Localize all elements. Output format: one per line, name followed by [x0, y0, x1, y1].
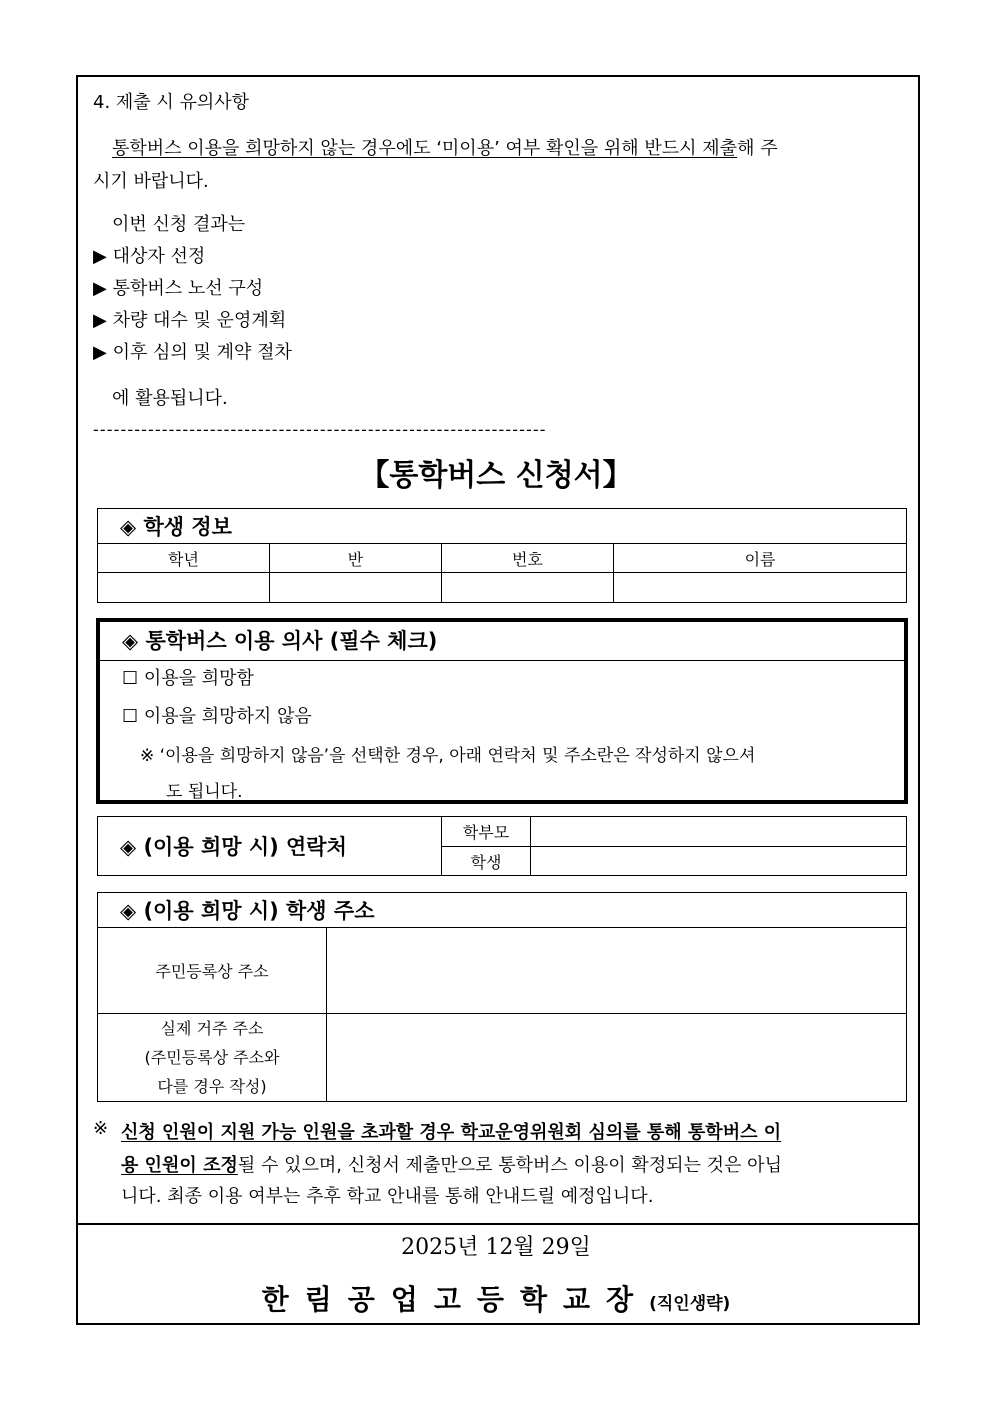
- result-intro: 이번 신청 결과는: [112, 214, 246, 235]
- actual-address-field[interactable]: [327, 1014, 907, 1102]
- footnote-underlined-1: 신청 인원이 지원 가능 인원을 초과할 경우 학교운영위원회 심의를 통해 통학버스 이: [121, 1122, 782, 1143]
- dashed-divider: ------------------------------------------------------------------: [93, 420, 547, 439]
- actual-address-label-line3: 다를 경우 작성): [157, 1077, 267, 1096]
- actual-address-label-line1: 실제 거주 주소: [160, 1019, 264, 1038]
- footer-divider: [76, 1223, 920, 1225]
- student-label: 학생: [442, 847, 531, 876]
- option-no-use-checkbox[interactable]: ☐ 이용을 희망하지 않음: [122, 706, 312, 727]
- registered-address-field[interactable]: [327, 928, 907, 1014]
- result-outro: 에 활용됩니다.: [112, 388, 228, 409]
- intent-heading: ◈ 통학버스 이용 의사 (필수 체크): [100, 622, 904, 661]
- number-field[interactable]: [442, 573, 614, 603]
- footnote-line1: [121, 1118, 781, 1144]
- address-heading: ◈ (이용 희망 시) 학생 주소: [98, 893, 907, 928]
- issue-date: 2025년 12월 29일: [401, 1235, 591, 1260]
- address-table: [97, 892, 907, 1102]
- intent-note-line1: ※ ‘이용을 희망하지 않음’을 선택한 경우, 아래 연락처 및 주소란은 작성하지 않으셔: [140, 746, 756, 766]
- seal-omitted-note: (직인생략): [649, 1294, 731, 1314]
- student-info-table: [97, 508, 907, 603]
- notice-paragraph: [112, 134, 778, 160]
- footnote-mark: ※: [93, 1118, 109, 1139]
- column-header-class: 반: [270, 544, 442, 573]
- notice-heading: 4. 제출 시 유의사항: [93, 92, 250, 113]
- contact-table: [97, 816, 907, 876]
- notice-paragraph-cont: 시기 바랍니다.: [93, 171, 209, 192]
- footnote-underlined-2: 용 인원이 조정: [121, 1155, 238, 1176]
- bullet-item: ▶ 이후 심의 및 계약 절차: [93, 342, 292, 363]
- column-header-grade: 학년: [98, 544, 270, 573]
- notice-underlined-text: 통학버스 이용을 희망하지 않는 경우에도 ‘미이용’ 여부 확인을 위해 반드시 제출: [112, 138, 738, 159]
- column-header-name: 이름: [614, 544, 907, 573]
- footnote-line3: 니다. 최종 이용 여부는 추후 학교 안내를 통해 안내드릴 예정입니다.: [121, 1186, 654, 1207]
- bullet-item: ▶ 차량 대수 및 운영계획: [93, 310, 287, 331]
- intent-note-line2: 도 됩니다.: [166, 782, 243, 802]
- school-principal-name: 한림공업고등학교장: [261, 1283, 650, 1316]
- class-field[interactable]: [270, 573, 442, 603]
- actual-address-label-line2: (주민등록상 주소와: [144, 1048, 280, 1067]
- form-title: 【통학버스 신청서】: [359, 458, 633, 493]
- signature-block: [0, 1278, 992, 1318]
- grade-field[interactable]: [98, 573, 270, 603]
- student-contact-field[interactable]: [531, 847, 907, 876]
- footnote-line2: [121, 1151, 782, 1177]
- option-use-checkbox[interactable]: ☐ 이용을 희망함: [122, 668, 254, 689]
- column-header-number: 번호: [442, 544, 614, 573]
- name-field[interactable]: [614, 573, 907, 603]
- parent-contact-field[interactable]: [531, 817, 907, 847]
- actual-address-label: [98, 1014, 327, 1102]
- contact-heading: ◈ (이용 희망 시) 연락처: [98, 817, 442, 876]
- notice-text-rest: 해 주: [737, 138, 778, 159]
- bullet-item: ▶ 대상자 선정: [93, 246, 206, 267]
- parent-label: 학부모: [442, 817, 531, 847]
- footnote-line2-rest: 될 수 있으며, 신청서 제출만으로 통학버스 이용이 확정되는 것은 아닙: [237, 1155, 782, 1176]
- bullet-item: ▶ 통학버스 노선 구성: [93, 278, 264, 299]
- intent-box: [96, 618, 908, 804]
- registered-address-label: 주민등록상 주소: [98, 928, 327, 1014]
- student-info-heading: ◈ 학생 정보: [98, 509, 907, 544]
